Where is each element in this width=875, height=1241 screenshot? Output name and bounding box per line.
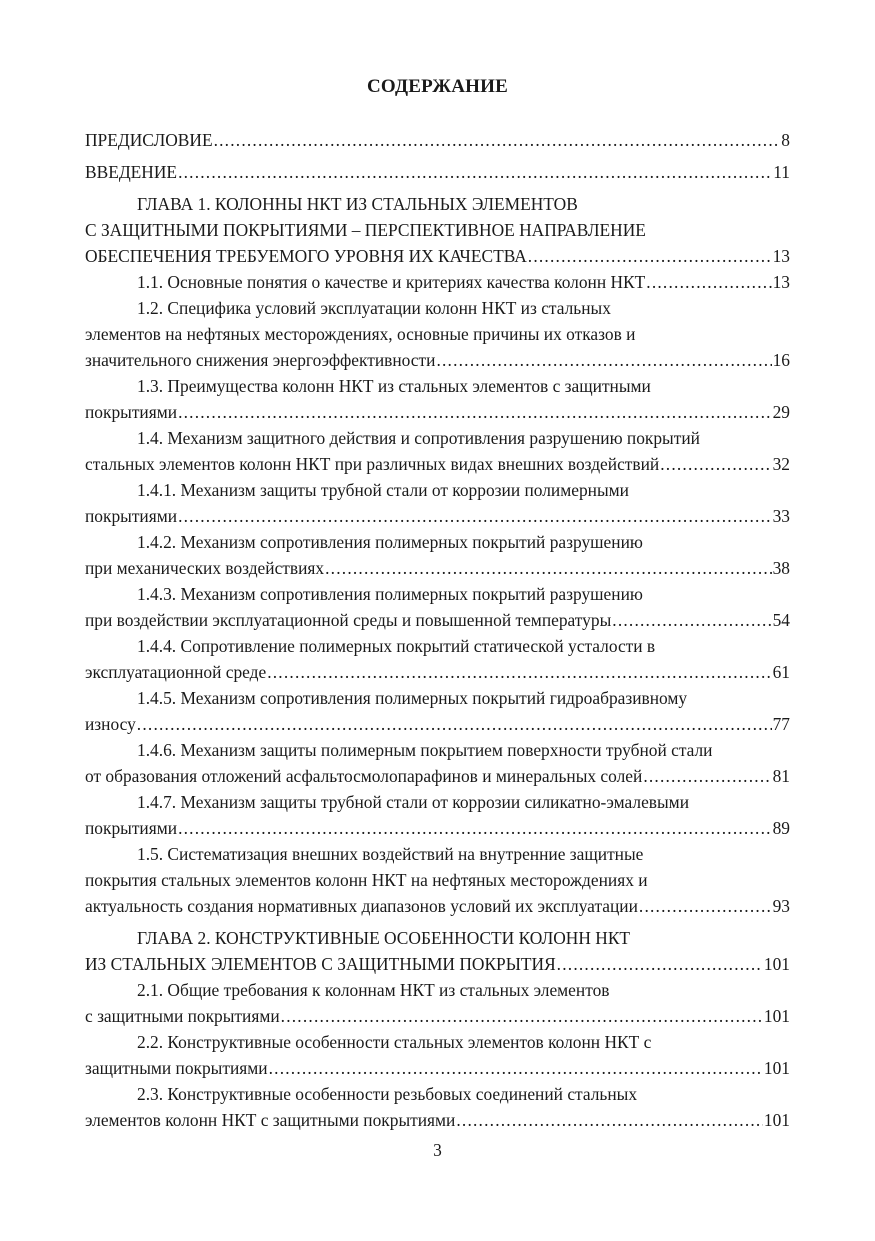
leader-dots [178, 815, 772, 841]
toc-entry-title: покрытиями [85, 506, 178, 526]
toc-entry-line: 1.4.3. Механизм сопротивления полимерных покрытий разрушению [137, 584, 643, 604]
toc-entry-2-2[interactable] [85, 1029, 790, 1081]
toc-entry-line: 1.2. Специфика условий эксплуатации колонн НКТ из стальных [137, 298, 611, 318]
toc-page-number: 101 [763, 1110, 790, 1130]
toc-entry-2-3[interactable] [85, 1081, 790, 1133]
leader-dots [178, 159, 772, 185]
toc-entry-title: ВВЕДЕНИЕ [85, 162, 178, 182]
leader-dots [612, 607, 771, 633]
toc-entry-line: 2.3. Конструктивные особенности резьбовых соединений стальных [137, 1084, 638, 1104]
toc-page-number: 38 [772, 558, 790, 578]
toc-entry-chapter-1[interactable] [85, 191, 790, 269]
toc-entry-title: эксплуатационной среде [85, 662, 267, 682]
toc-entry-title: 1.1. Основные понятия о качестве и критериях качества колонн НКТ [137, 272, 646, 292]
page-title: СОДЕРЖАНИЕ [367, 76, 508, 97]
toc-entry-title: ИЗ СТАЛЬНЫХ ЭЛЕМЕНТОВ С ЗАЩИТНЫМИ ПОКРЫТИЯ [85, 954, 556, 974]
toc-entry-title: актуальность создания нормативных диапазонов условий их эксплуатации [85, 896, 638, 916]
table-of-contents [85, 127, 790, 1133]
toc-entry-line: 1.4.7. Механизм защиты трубной стали от коррозии силикатно-эмалевыми [137, 792, 689, 812]
toc-entry-1-4-2[interactable] [85, 529, 790, 581]
toc-entry-introduction[interactable] [85, 159, 790, 185]
toc-page-number: 29 [772, 402, 790, 422]
toc-entry-title: при механических воздействиях [85, 558, 325, 578]
toc-page-number: 101 [763, 954, 790, 974]
toc-page-number: 11 [773, 162, 790, 182]
toc-entry-1-1[interactable] [85, 269, 790, 295]
toc-page-number: 8 [781, 130, 790, 150]
toc-entry-2-1[interactable] [85, 977, 790, 1029]
toc-entry-1-5[interactable] [85, 841, 790, 919]
toc-entry-line: 1.4.4. Сопротивление полимерных покрытий статической усталости в [137, 636, 656, 656]
leader-dots [137, 711, 772, 737]
toc-page-number: 13 [772, 246, 790, 266]
leader-dots [214, 127, 781, 153]
leader-dots [178, 503, 772, 529]
toc-entry-1-4-6[interactable] [85, 737, 790, 789]
toc-page-number: 89 [772, 818, 790, 838]
toc-entry-line: 1.5. Систематизация внешних воздействий на внутренние защитные [137, 844, 644, 864]
toc-entry-1-4-5[interactable] [85, 685, 790, 737]
toc-entry-line: С ЗАЩИТНЫМИ ПОКРЫТИЯМИ – ПЕРСПЕКТИВНОЕ НАПРАВЛЕНИЕ [85, 220, 646, 240]
page-number: 3 [433, 1140, 442, 1160]
leader-dots [436, 347, 771, 373]
leader-dots [643, 763, 771, 789]
toc-page-number: 101 [763, 1058, 790, 1078]
leader-dots [269, 1055, 763, 1081]
toc-entry-title: при воздействии эксплуатационной среды и повышенной температуры [85, 610, 612, 630]
leader-dots [557, 951, 763, 977]
leader-dots [267, 659, 771, 685]
toc-entry-title: ОБЕСПЕЧЕНИЯ ТРЕБУЕМОГО УРОВНЯ ИХ КАЧЕСТВА [85, 246, 527, 266]
toc-entry-1-4[interactable] [85, 425, 790, 477]
toc-page-number: 32 [772, 454, 790, 474]
toc-entry-line: 1.4.1. Механизм защиты трубной стали от коррозии полимерными [137, 480, 629, 500]
toc-entry-1-4-1[interactable] [85, 477, 790, 529]
toc-entry-line: 1.4.2. Механизм сопротивления полимерных покрытий разрушению [137, 532, 643, 552]
toc-entry-title: значительного снижения энергоэффективности [85, 350, 436, 370]
toc-entry-title: элементов колонн НКТ с защитными покрытиями [85, 1110, 456, 1130]
document-page [85, 0, 790, 1241]
toc-entry-preface[interactable] [85, 127, 790, 153]
leader-dots [281, 1003, 763, 1029]
toc-entry-1-4-4[interactable] [85, 633, 790, 685]
leader-dots [456, 1107, 763, 1133]
toc-page-number: 93 [772, 896, 790, 916]
toc-page-number: 54 [772, 610, 790, 630]
toc-page-number: 77 [772, 714, 790, 734]
toc-entry-title: покрытиями [85, 402, 178, 422]
toc-entry-1-2[interactable] [85, 295, 790, 373]
toc-entry-title: износу [85, 714, 136, 734]
toc-page-number: 81 [772, 766, 790, 786]
toc-entry-title: защитными покрытиями [85, 1058, 268, 1078]
toc-entry-line: покрытия стальных элементов колонн НКТ на нефтяных месторождениях и [85, 870, 648, 890]
toc-entry-1-4-3[interactable] [85, 581, 790, 633]
toc-entry-title: стальных элементов колонн НКТ при различных видах внешних воздействий [85, 454, 660, 474]
toc-entry-line: 1.3. Преимущества колонн НКТ из стальных элементов с защитными [137, 376, 651, 396]
toc-entry-1-3[interactable] [85, 373, 790, 425]
leader-dots [528, 243, 772, 269]
toc-entry-1-4-7[interactable] [85, 789, 790, 841]
toc-entry-title: ПРЕДИСЛОВИЕ [85, 130, 213, 150]
leader-dots [646, 269, 771, 295]
toc-entry-title: с защитными покрытиями [85, 1006, 280, 1026]
toc-entry-line: ГЛАВА 1. КОЛОННЫ НКТ ИЗ СТАЛЬНЫХ ЭЛЕМЕНТОВ [137, 194, 578, 214]
toc-entry-chapter-2[interactable] [85, 925, 790, 977]
toc-entry-line: 1.4.5. Механизм сопротивления полимерных покрытий гидроабразивному [137, 688, 688, 708]
toc-page-number: 101 [763, 1006, 790, 1026]
toc-page-number: 33 [772, 506, 790, 526]
leader-dots [660, 451, 771, 477]
leader-dots [178, 399, 772, 425]
toc-entry-line: 1.4.6. Механизм защиты полимерным покрытием поверхности трубной стали [137, 740, 713, 760]
toc-entry-line: элементов на нефтяных месторождениях, основные причины их отказов и [85, 324, 636, 344]
toc-entry-title: покрытиями [85, 818, 178, 838]
toc-page-number: 61 [772, 662, 790, 682]
toc-entry-line: 2.2. Конструктивные особенности стальных элементов колонн НКТ с [137, 1032, 652, 1052]
toc-page-number: 13 [772, 272, 790, 292]
toc-entry-line: ГЛАВА 2. КОНСТРУКТИВНЫЕ ОСОБЕННОСТИ КОЛОНН НКТ [137, 928, 631, 948]
leader-dots [639, 893, 772, 919]
leader-dots [325, 555, 771, 581]
toc-page-number: 16 [772, 350, 790, 370]
toc-entry-line: 1.4. Механизм защитного действия и сопротивления разрушению покрытий [137, 428, 700, 448]
toc-entry-title: от образования отложений асфальтосмолопарафинов и минеральных солей [85, 766, 643, 786]
toc-entry-line: 2.1. Общие требования к колоннам НКТ из стальных элементов [137, 980, 610, 1000]
